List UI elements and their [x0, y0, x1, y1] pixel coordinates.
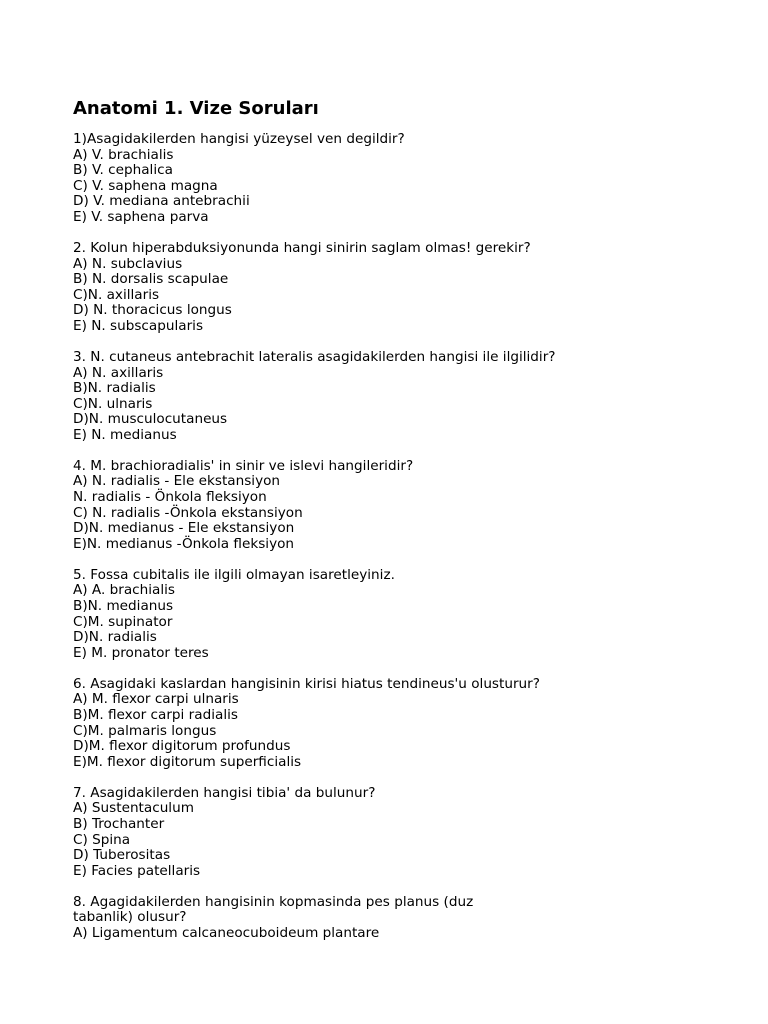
- answer-option: A) M. flexor carpi ulnaris: [73, 691, 239, 708]
- document-page: [73, 97, 713, 957]
- answer-option: B)N. medianus: [73, 598, 174, 614]
- question-text: 2. Kolun hiperabduksiyonunda hangi sinirin saglam olmas! gerekir?: [73, 239, 531, 256]
- answer-option: E) V. saphena parva: [73, 208, 209, 225]
- answer-option: B)M. flexor carpi radialis: [73, 706, 238, 723]
- answer-option: C) V. saphena magna: [73, 177, 218, 194]
- question-block: [73, 132, 713, 226]
- answer-option: E)M. flexor digitorum superficialis: [73, 753, 302, 770]
- answer-option: N. radialis - Önkola fleksiyon: [73, 489, 267, 506]
- answer-option: A) Ligamentum calcaneocuboideum plantare: [73, 924, 380, 941]
- answer-option: A) N. subclavius: [73, 255, 183, 272]
- question-list: [73, 132, 713, 941]
- question-block: [73, 677, 713, 771]
- answer-option: D)N. radialis: [73, 629, 157, 646]
- answer-option: D)N. musculocutaneus: [73, 411, 228, 428]
- answer-option: E)N. medianus -Önkola fleksiyon: [73, 535, 295, 552]
- answer-option: C)N. axillaris: [73, 286, 160, 303]
- answer-option: C)N. ulnaris: [73, 395, 153, 412]
- answer-option: D) V. mediana antebrachii: [73, 193, 250, 210]
- answer-option: A) N. axillaris: [73, 364, 164, 381]
- question-block: [73, 895, 713, 942]
- answer-option: C) N. radialis -Önkola ekstansiyon: [73, 504, 303, 521]
- answer-option: D)M. flexor digitorum profundus: [73, 738, 291, 755]
- question-text: 1)Asagidakilerden hangisi yüzeysel ven degildir?: [73, 131, 405, 147]
- answer-option: A) V. brachialis: [73, 146, 174, 163]
- question-text: 7. Asagidakilerden hangisi tibia' da bulunur?: [73, 784, 376, 801]
- question-text: 3. N. cutaneus antebrachit lateralis asagidakilerden hangisi ile ilgilidir?: [73, 348, 556, 365]
- answer-option: A) Sustentaculum: [73, 800, 194, 817]
- answer-option: E) N. medianus: [73, 426, 177, 443]
- question-block: [73, 350, 713, 444]
- answer-option: B) V. cephalica: [73, 162, 173, 179]
- answer-option: D) N. thoracicus longus: [73, 302, 232, 319]
- question-text: 6. Asagidaki kaslardan hangisinin kirisi hiatus tendineus'u olusturur?: [73, 675, 540, 692]
- answer-option: C) Spina: [73, 831, 131, 848]
- answer-option: E) N. subscapularis: [73, 317, 204, 334]
- question-block: [73, 568, 713, 662]
- answer-option: E) M. pronator teres: [73, 644, 209, 661]
- document-title: Anatomi 1. Vize Soruları: [73, 98, 319, 119]
- answer-option: B) Trochanter: [73, 815, 165, 832]
- question-text: 5. Fossa cubitalis ile ilgili olmayan isaretleyiniz.: [73, 566, 395, 583]
- answer-option: A) A. brachialis: [73, 582, 176, 599]
- question-block: [73, 459, 713, 553]
- answer-option: C)M. palmaris longus: [73, 722, 217, 739]
- answer-option: A) N. radialis - Ele ekstansiyon: [73, 473, 281, 490]
- answer-option: B) N. dorsalis scapulae: [73, 271, 229, 288]
- answer-option: tabanlik) olusur?: [73, 909, 187, 926]
- answer-option: D)N. medianus - Ele ekstansiyon: [73, 520, 295, 537]
- answer-option: D) Tuberositas: [73, 847, 171, 864]
- question-text: 8. Agagidakilerden hangisinin kopmasinda pes planus (duz: [73, 893, 474, 910]
- answer-option: C)M. supinator: [73, 613, 173, 630]
- question-text: 4. M. brachioradialis' in sinir ve islevi hangileridir?: [73, 457, 414, 474]
- answer-option: B)N. radialis: [73, 380, 156, 397]
- answer-option: E) Facies patellaris: [73, 862, 201, 879]
- question-block: [73, 241, 713, 335]
- question-block: [73, 786, 713, 880]
